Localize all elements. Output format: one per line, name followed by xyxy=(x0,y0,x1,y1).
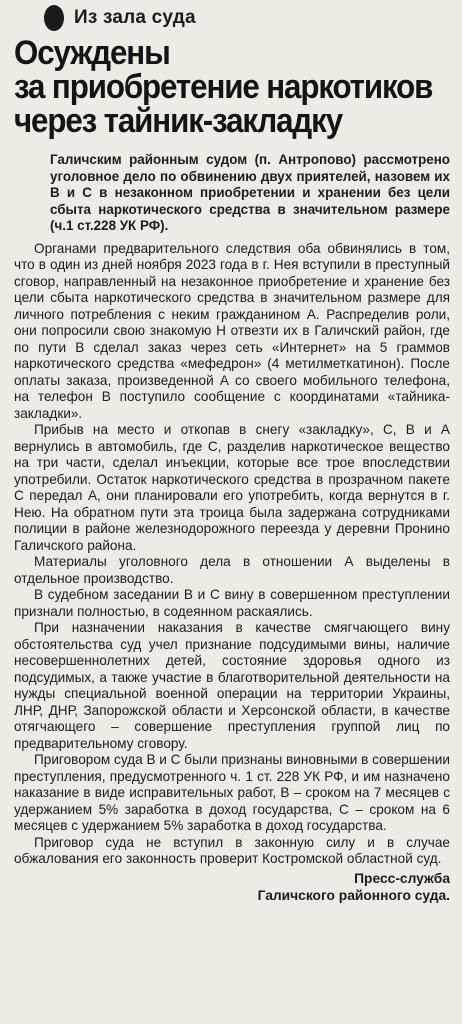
signature-line: Галичского районного суда. xyxy=(257,887,450,903)
rubric-header xyxy=(14,0,450,36)
headline-line: за приобретение наркотиков xyxy=(14,68,433,106)
article-paragraph: Приговором суда В и С были признаны виновными в совершении преступления, предусмотренного ч. 1 ст. 228 УК РФ, и им назначено наказание в виде исправительных работ, В – сроком на 7 месяцев с удержанием 5% заработка в доход государства, С – сроком на 6 месяцев с удержанием 5% заработка в доход государства. xyxy=(14,752,450,834)
rubric-title: Из зала суда xyxy=(74,7,196,28)
article-paragraph: Приговор суда не вступил в законную силу и в случае обжалования его законность проверит Костромской областной суд. xyxy=(14,834,450,867)
article-paragraph: В судебном заседании В и С вину в совершенном преступлении признали полностью, в содеянном раскаялись. xyxy=(14,587,450,619)
article-paragraph: Органами предварительного следствия оба обвинялись в том, что в один из дней ноября 2023 года в г. Нея вступили в преступный сговор, направленный на незаконное приобретение и хранение без цели сбыта наркотического средства в значительном размере для личного потребления с неким гражданином А. Распределив роли, они попросили свою знакомую Н отвезти их в Галичский район, где по пути В сделал заказ через сеть «Интернет» на 5 граммов наркотического средства «мефедрон» (4 метилметкатинон). После оплаты заказа, произведенной А со своего мобильного телефона, на телефон В поступило сообщение с координатами «тайника-закладки». xyxy=(14,240,450,421)
article-signature xyxy=(14,870,450,904)
signature-line: Пресс-служба xyxy=(354,870,450,886)
article-body xyxy=(14,241,450,868)
article-headline xyxy=(14,36,446,138)
headline-line: Осуждены xyxy=(14,34,170,72)
article-paragraph: Прибыв на место и откопав в снегу «закладку», С, В и А вернулись в автомобиль, где С, разделив наркотическое вещество на три части, сделал инъекции, которые все трое впоследствии употребили. Остаток наркотического средства в прозрачном пакете С передал А, они планировали его употребить, когда вернутся в г. Нею. На обратном пути эта троица была задержана сотрудниками полиции в районе железнодорожного переезда у деревни Пронино Галичского района. xyxy=(14,422,450,553)
article-lead: Галичским районным судом (п. Антропово) рассмотрено уголовное дело по обвинению двух приятелей, назовем их В и С в незаконном приобретении и хранении без цели сбыта наркотического средства в значительном размере (ч.1 ст.228 УК РФ). xyxy=(50,152,450,234)
headline-line: через тайник-закладку xyxy=(14,102,343,140)
article-paragraph: При назначении наказания в качестве смягчающего вину обстоятельства суд учел признание подсудимыми вины, наличие несовершеннолетних детей, состояние здоровья одного из подсудимых, а также участие в благотворительной деятельности на нужды специальной военной операции на территории Украины, ЛНР, ДНР, Запорожской области и Херсонской области, в качестве отягчающего – совершение преступления группой лиц по предварительному сговору. xyxy=(14,620,450,751)
article-paragraph: Материалы уголовного дела в отношении А выделены в отдельное производство. xyxy=(14,554,450,586)
bullet-icon xyxy=(44,5,64,31)
